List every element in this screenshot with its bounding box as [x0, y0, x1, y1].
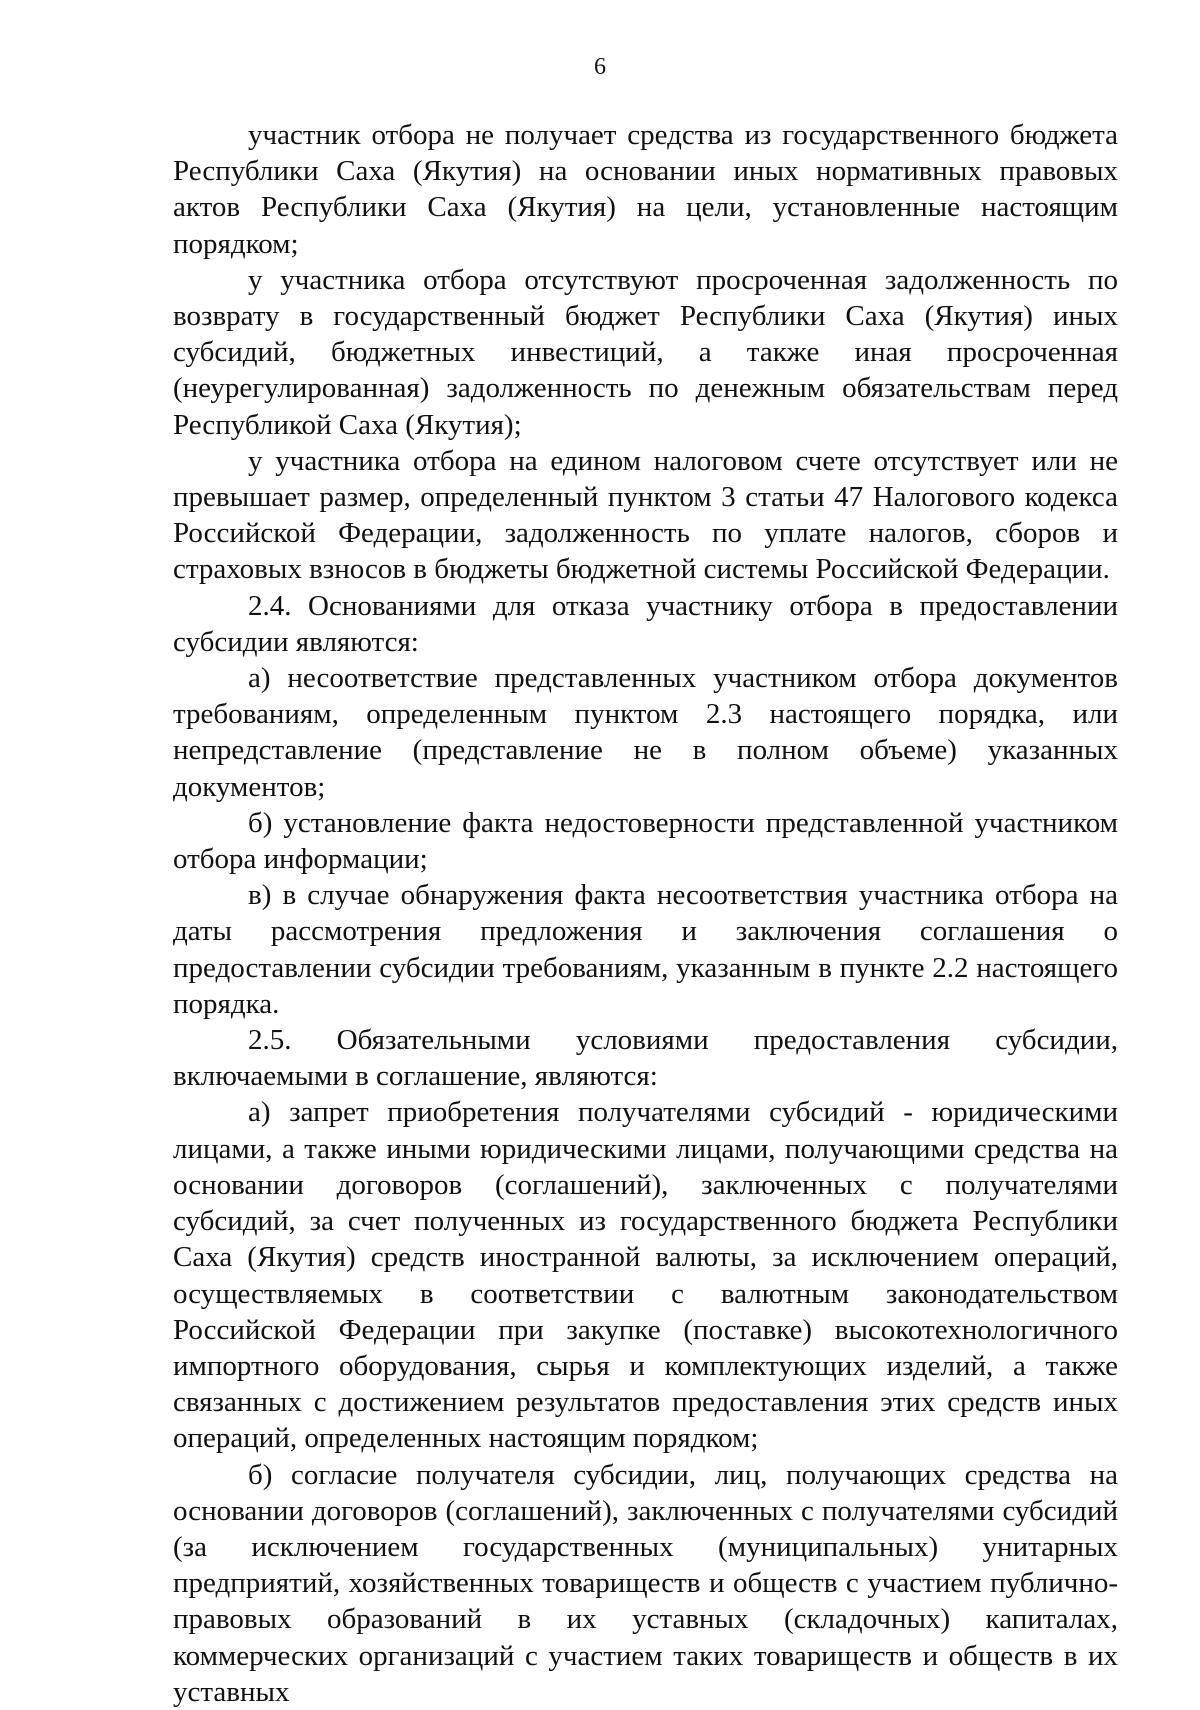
paragraph-section-2-5: 2.5. Обязательными условиями предоставления субсидии, включаемыми в соглашение, являются:: [173, 1024, 1118, 1093]
paragraph-refusal-b: б) установление факта недостоверности представленной участником отбора информации;: [173, 806, 1118, 876]
paragraph-tax-account-debt: у участника отбора на едином налоговом счете отсутствует или не превышает размер, определенный пунктом 3 статьи 47 Налогового кодекса Российской Федерации, задолженность по уплате налогов, сборов и страховых взносов в бюджеты бюджетной системы Российской Федерации.: [173, 444, 1118, 586]
page-number: 6: [594, 54, 606, 80]
paragraph-condition-b: б) согласие получателя субсидии, лиц, получающих средства на основании договоров (соглашений), заключенных с получателями субсидий (за исключением государственных (муниципальных) унитарных предприятий, хозяйственных товариществ и обществ с участием публично-правовых образований в их уставных (складочных) капиталах, коммерческих организаций с участием таких товариществ и обществ в их уставных: [173, 1458, 1118, 1708]
paragraph-section-2-4: 2.4. Основаниями для отказа участнику отбора в предоставлении субсидии являются:: [173, 589, 1118, 658]
paragraph-condition-a: а) запрет приобретения получателями субсидий - юридическими лицами, а также иными юридическими лицами, получающими средства на основании договоров (соглашений), заключенных с получателями субсидий, за счет полученных из государственного бюджета Республики Саха (Якутия) средств иностранной валюты, за исключением операций, осуществляемых в соответствии с валютным законодательством Российской Федерации при закупке (поставке) высокотехнологичного импортного оборудования, сырья и комплектующих изделий, а также связанных с достижением результатов предоставления этих средств иных операций, определенных настоящим порядком;: [173, 1096, 1118, 1455]
paragraph-participant-no-other-funds: участник отбора не получает средства из государственного бюджета Республики Саха (Якутия) на основании иных нормативных правовых актов Республики Саха (Якутия) на цели, установленные настоящим порядком;: [173, 119, 1118, 260]
document-body: [173, 117, 1118, 1710]
paragraph-no-overdue-debt: у участника отбора отсутствуют просроченная задолженность по возврату в государственный бюджет Республики Саха (Якутия) иных субсидий, бюджетных инвестиций, а также иная просроченная (неурегулированная) задолженность по денежным обязательствам перед Республикой Саха (Якутия);: [173, 263, 1118, 441]
paragraph-refusal-a: а) несоответствие представленных участником отбора документов требованиям, определенным пунктом 2.3 настоящего порядка, или непредставление (представление не в полном объеме) указанных документов;: [173, 662, 1118, 803]
paragraph-refusal-v: в) в случае обнаружения факта несоответствия участника отбора на даты рассмотрения предложения и заключения соглашения о предоставлении субсидии требованиям, указанным в пункте 2.2 настоящего порядка.: [173, 879, 1118, 1020]
